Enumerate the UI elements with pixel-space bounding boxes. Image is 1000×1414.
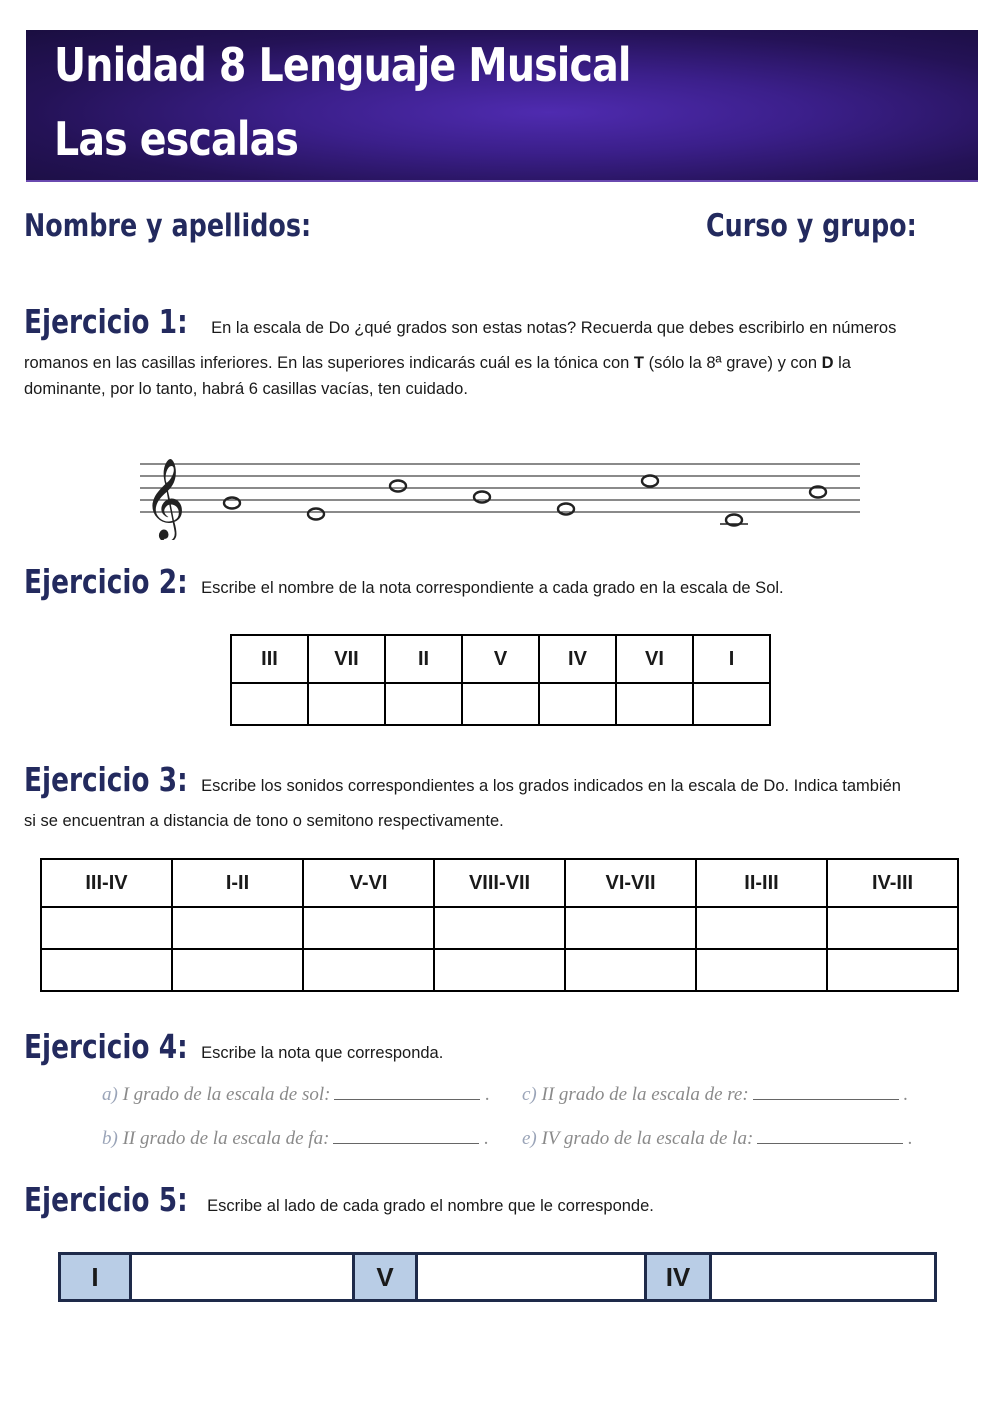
exercise-3-table <box>40 858 959 992</box>
ex3-notes-cell[interactable] <box>41 907 172 949</box>
exercise-5-title: Ejercicio 5: <box>24 1180 188 1219</box>
item-text: II grado de la escala de fa: <box>122 1128 330 1149</box>
exercise-4-item-a <box>102 1084 490 1106</box>
degree-cell: I <box>60 1254 131 1301</box>
item-end: . <box>485 1084 490 1105</box>
svg-text:𝄞: 𝄞 <box>144 457 186 539</box>
exercise-2-text: Escribe el nombre de la nota correspondiente a cada grado en la escala de Sol. <box>196 579 784 597</box>
exercise-2-answer-row <box>231 683 770 725</box>
note-5 <box>558 504 574 515</box>
exercise-3-header-row <box>41 859 958 907</box>
item-letter: a) <box>102 1084 118 1105</box>
music-staff <box>130 440 870 545</box>
ex3-distance-cell[interactable] <box>696 949 827 991</box>
ex3-notes-cell[interactable] <box>303 907 434 949</box>
tonic-letter: T <box>633 354 644 372</box>
exercise-1-text-line2a: romanos en las casillas inferiores. En las superiores indicarás cuál es la tónica con <box>24 354 634 372</box>
ex2-answer-cell[interactable] <box>539 683 616 725</box>
item-end: . <box>903 1084 909 1105</box>
ex2-answer-cell[interactable] <box>693 683 770 725</box>
ex2-header-cell: III <box>231 635 308 683</box>
ex3-header-cell: II-III <box>696 859 827 907</box>
ex2-answer-cell[interactable] <box>308 683 385 725</box>
ex3-notes-cell[interactable] <box>434 907 565 949</box>
item-letter: b) <box>102 1128 118 1149</box>
exercise-5-table <box>58 1252 937 1302</box>
course-label: Curso y grupo: <box>706 208 917 244</box>
exercise-2-table <box>230 634 771 726</box>
ex3-distance-cell[interactable] <box>41 949 172 991</box>
ex2-answer-cell[interactable] <box>385 683 462 725</box>
exercise-1-text-line2c: la <box>833 354 851 372</box>
exercise-3-distance-row <box>41 949 958 991</box>
ex2-header-cell: VII <box>308 635 385 683</box>
item-text: IV grado de la escala de la: <box>541 1128 754 1149</box>
name-label: Nombre y apellidos: <box>24 208 312 244</box>
note-2 <box>308 509 324 520</box>
unit-title: Unidad 8 Lenguaje Musical <box>54 38 631 92</box>
exercise-4-item-b <box>102 1128 489 1150</box>
ex2-answer-cell[interactable] <box>616 683 693 725</box>
ex3-notes-cell[interactable] <box>696 907 827 949</box>
ex2-header-cell: I <box>693 635 770 683</box>
exercise-3-heading <box>24 760 901 799</box>
exercise-4-item-e <box>522 1128 913 1150</box>
item-text: II grado de la escala de re: <box>541 1084 749 1105</box>
ex2-header-cell: VI <box>616 635 693 683</box>
ex3-header-cell: III-IV <box>41 859 172 907</box>
ex3-header-cell: V-VI <box>303 859 434 907</box>
item-letter: c) <box>522 1084 537 1105</box>
ex3-distance-cell[interactable] <box>565 949 696 991</box>
note-6 <box>642 476 658 487</box>
degree-name-input[interactable] <box>711 1254 936 1301</box>
ex2-answer-cell[interactable] <box>462 683 539 725</box>
ex3-notes-cell[interactable] <box>827 907 958 949</box>
exercise-4-item-c <box>522 1084 908 1106</box>
item-end: . <box>908 1128 913 1149</box>
ex3-distance-cell[interactable] <box>172 949 303 991</box>
exercise-1-text-line2b: (sólo la 8ª grave) y con <box>643 354 822 372</box>
ex3-header-cell: VIII-VII <box>434 859 565 907</box>
exercise-4-heading <box>24 1027 443 1066</box>
note-3 <box>390 481 406 492</box>
exercise-2-header-row <box>231 635 770 683</box>
ex3-header-cell: VI-VII <box>565 859 696 907</box>
topic-title: Las escalas <box>54 112 299 166</box>
exercise-5-text: Escribe al lado de cada grado el nombre que le corresponde. <box>202 1197 654 1215</box>
ex3-notes-cell[interactable] <box>565 907 696 949</box>
ex2-header-cell: IV <box>539 635 616 683</box>
ex3-notes-cell[interactable] <box>172 907 303 949</box>
degree-cell: V <box>354 1254 417 1301</box>
exercise-4-title: Ejercicio 4: <box>24 1027 188 1066</box>
exercise-1-heading <box>24 302 896 341</box>
item-text: I grado de la escala de sol: <box>122 1084 331 1105</box>
ex3-distance-cell[interactable] <box>303 949 434 991</box>
answer-blank[interactable] <box>757 1143 903 1144</box>
ex3-header-cell: IV-III <box>827 859 958 907</box>
treble-clef-icon <box>144 457 185 540</box>
title-banner <box>26 30 978 182</box>
answer-blank[interactable] <box>334 1099 480 1100</box>
item-letter: e) <box>522 1128 537 1149</box>
exercise-5-heading <box>24 1180 654 1219</box>
ex2-header-cell: V <box>462 635 539 683</box>
ex3-distance-cell[interactable] <box>434 949 565 991</box>
ex2-answer-cell[interactable] <box>231 683 308 725</box>
note-4 <box>474 492 490 503</box>
degree-cell: IV <box>646 1254 711 1301</box>
answer-blank[interactable] <box>753 1099 899 1100</box>
exercise-1-text-line3: dominante, por lo tanto, habrá 6 casillas vacías, ten cuidado. <box>24 380 468 398</box>
degree-name-input[interactable] <box>417 1254 646 1301</box>
exercise-2-title: Ejercicio 2: <box>24 562 188 601</box>
ex3-distance-cell[interactable] <box>827 949 958 991</box>
ex2-header-cell: II <box>385 635 462 683</box>
answer-blank[interactable] <box>333 1143 479 1144</box>
note-1 <box>224 498 240 509</box>
dominant-letter: D <box>821 354 834 372</box>
exercise-3-notes-row <box>41 907 958 949</box>
exercise-3-text-line1: Escribe los sonidos correspondientes a los grados indicados en la escala de Do. Indica también <box>196 777 901 795</box>
degree-name-input[interactable] <box>131 1254 354 1301</box>
exercise-1-title: Ejercicio 1: <box>24 302 188 341</box>
exercise-1-text-line1: En la escala de Do ¿qué grados son estas notas? Recuerda que debes escribirlo en números <box>206 319 897 337</box>
exercise-4-text: Escribe la nota que corresponda. <box>196 1044 444 1062</box>
exercise-5-row <box>60 1254 936 1301</box>
ex3-header-cell: I-II <box>172 859 303 907</box>
exercise-3-title: Ejercicio 3: <box>24 760 188 799</box>
item-end: . <box>484 1128 489 1149</box>
exercise-2-heading <box>24 562 784 601</box>
exercise-3-text-line2: si se encuentran a distancia de tono o semitono respectivamente. <box>24 812 504 830</box>
